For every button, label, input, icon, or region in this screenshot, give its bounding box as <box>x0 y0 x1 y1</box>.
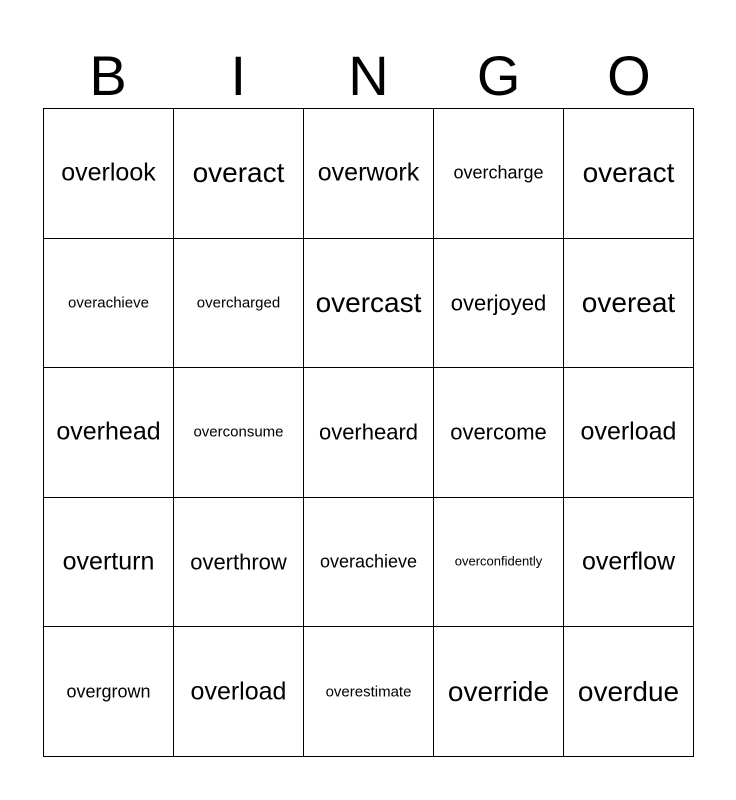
bingo-cell[interactable] <box>44 109 174 239</box>
bingo-cell-label: overload <box>580 418 677 447</box>
header-letter-b: B <box>89 44 127 107</box>
bingo-cell[interactable] <box>434 498 564 628</box>
bingo-cell[interactable] <box>434 109 564 239</box>
bingo-cell[interactable] <box>174 109 304 239</box>
bingo-cell[interactable] <box>44 239 174 369</box>
bingo-cell[interactable] <box>304 109 434 239</box>
header-letter-n: N <box>348 44 389 107</box>
bingo-cell[interactable] <box>434 627 564 757</box>
bingo-cell[interactable] <box>304 239 434 369</box>
bingo-cell-label: overgrown <box>66 681 151 702</box>
bingo-cell-label: overachieve <box>68 294 149 312</box>
bingo-cell[interactable] <box>174 498 304 628</box>
bingo-cell-label: overlook <box>61 158 156 187</box>
bingo-cell-label: overachieve <box>319 551 418 572</box>
bingo-cell[interactable] <box>564 498 694 628</box>
bingo-cell-label: overturn <box>62 547 155 576</box>
bingo-cell[interactable] <box>174 239 304 369</box>
bingo-cell-label: overjoyed <box>450 290 547 316</box>
header-letter-g: G <box>476 44 521 107</box>
bingo-cell-label: overwork <box>317 158 420 187</box>
header-letter-i: I <box>230 44 247 107</box>
bingo-cell-label: overcharge <box>453 162 544 183</box>
bingo-grid <box>43 108 694 757</box>
bingo-cell-label: overcast <box>315 286 422 318</box>
bingo-cell-label: overestimate <box>325 683 412 701</box>
bingo-cell[interactable] <box>564 368 694 498</box>
bingo-cell[interactable] <box>304 368 434 498</box>
bingo-cell-label: overact <box>192 157 285 189</box>
header-letter-o: O <box>607 44 651 107</box>
bingo-cell-label: overflow <box>581 547 676 576</box>
bingo-cell[interactable] <box>564 109 694 239</box>
bingo-cell[interactable] <box>44 627 174 757</box>
bingo-header <box>43 36 694 107</box>
bingo-cell-label: overload <box>190 677 287 706</box>
bingo-cell[interactable] <box>174 627 304 757</box>
bingo-cell[interactable] <box>44 498 174 628</box>
bingo-cell-label: overcome <box>450 419 547 445</box>
bingo-cell-label: override <box>447 675 550 707</box>
bingo-cell-label: overheard <box>318 419 419 445</box>
bingo-cell-label: overhead <box>56 418 161 447</box>
bingo-cell-label: overconsume <box>193 423 284 441</box>
bingo-cell[interactable] <box>304 498 434 628</box>
bingo-cell[interactable] <box>564 627 694 757</box>
bingo-cell-label: overdue <box>577 675 680 707</box>
bingo-cell-label: overcharged <box>196 294 281 312</box>
bingo-cell-label: overact <box>582 157 675 189</box>
bingo-cell[interactable] <box>304 627 434 757</box>
bingo-cell-label: overconfidently <box>454 553 543 569</box>
bingo-cell[interactable] <box>434 368 564 498</box>
bingo-cell-label: overeat <box>581 286 676 318</box>
bingo-cell[interactable] <box>564 239 694 369</box>
bingo-cell[interactable] <box>44 368 174 498</box>
bingo-cell[interactable] <box>174 368 304 498</box>
bingo-cell-label: overthrow <box>190 549 287 575</box>
bingo-cell[interactable] <box>434 239 564 369</box>
